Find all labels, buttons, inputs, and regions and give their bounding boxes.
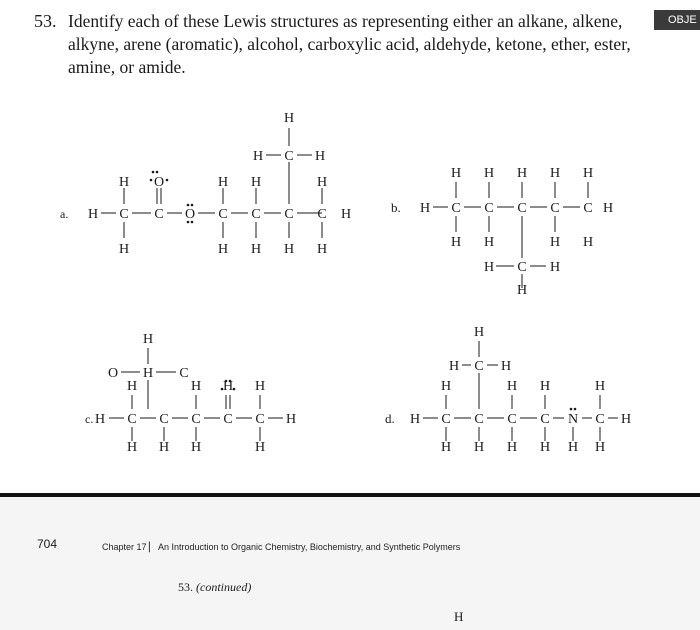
- atom-a-14: H: [217, 242, 229, 257]
- atom-a-11: H: [250, 175, 262, 190]
- atom-a-15: H: [250, 242, 262, 257]
- atom-d-18: H: [448, 359, 460, 374]
- atom-d-2: C: [474, 412, 484, 427]
- atom-b-17: C: [517, 260, 527, 275]
- continued-text: (continued): [196, 580, 252, 594]
- atom-d-9: H: [506, 379, 518, 394]
- atom-a-12: H: [316, 175, 328, 190]
- structure-b-label: b.: [391, 200, 401, 215]
- atom-d-16: H: [567, 440, 579, 455]
- atom-d-1: C: [441, 412, 451, 427]
- atom-b-2: C: [484, 201, 494, 216]
- atom-a-1: C: [119, 207, 129, 222]
- atom-b-5: C: [583, 201, 593, 216]
- atom-c-0: H: [94, 412, 106, 427]
- atom-c-17: C: [179, 366, 189, 381]
- atom-d-0: H: [409, 412, 421, 427]
- atom-a-2: C: [154, 207, 164, 222]
- atom-d-5: N: [567, 412, 579, 427]
- atom-c-6: H: [285, 412, 297, 427]
- atom-b-8: H: [483, 166, 495, 181]
- continued-number: 53.: [178, 580, 193, 594]
- continued-heading: [178, 580, 251, 595]
- atom-b-3: C: [517, 201, 527, 216]
- atom-c-5: C: [255, 412, 265, 427]
- atom-b-15: H: [582, 235, 594, 250]
- atom-d-19: C: [474, 359, 484, 374]
- atom-d-10: H: [539, 379, 551, 394]
- question-number: 53.: [34, 11, 57, 31]
- atom-b-12: H: [450, 235, 462, 250]
- atom-d-7: H: [620, 412, 632, 427]
- atom-d-13: H: [473, 440, 485, 455]
- atom-d-14: H: [506, 440, 518, 455]
- atom-c-9: H: [254, 379, 266, 394]
- atom-b-14: H: [549, 235, 561, 250]
- atom-c-4: C: [223, 412, 233, 427]
- atom-b-11: H: [582, 166, 594, 181]
- atom-b-16: H: [483, 260, 495, 275]
- atom-a-16: H: [283, 242, 295, 257]
- atom-d-8: H: [440, 379, 452, 394]
- atom-b-13: H: [483, 235, 495, 250]
- atom-c-18: H: [142, 332, 154, 347]
- question-text-line-1: Identify each of these Lewis structures as representing either an alkane, alkene,: [68, 11, 623, 31]
- atom-a-6: C: [284, 207, 294, 222]
- question-text-line-3: amine, or amide.: [68, 57, 186, 77]
- atom-c-13: H: [254, 440, 266, 455]
- atom-b-0: H: [419, 201, 431, 216]
- atom-b-6: H: [602, 201, 614, 216]
- atom-d-15: H: [539, 440, 551, 455]
- atom-d-17: H: [594, 440, 606, 455]
- atom-a-3: O: [184, 207, 196, 222]
- atom-c-8: H: [190, 379, 202, 394]
- structure-d-label: d.: [385, 411, 395, 426]
- atom-a-10: H: [217, 175, 229, 190]
- page-number: 704: [37, 537, 58, 551]
- atom-c-11: H: [158, 440, 170, 455]
- objective-badge: OBJE: [654, 10, 700, 30]
- atom-a-18: O: [153, 175, 165, 190]
- atom-b-18: H: [549, 260, 561, 275]
- atom-c-2: C: [159, 412, 169, 427]
- atom-d-4: C: [540, 412, 550, 427]
- atom-a-21: H: [314, 149, 326, 164]
- atom-a-22: H: [283, 111, 295, 126]
- atom-a-19: C: [284, 149, 294, 164]
- atom-a-7: C: [317, 207, 327, 222]
- atom-b-4: C: [550, 201, 560, 216]
- atom-a-8: H: [340, 207, 352, 222]
- atom-a-5: C: [251, 207, 261, 222]
- atom-c-14: H: [222, 379, 234, 394]
- atom-d-11: H: [594, 379, 606, 394]
- atom-c-10: H: [126, 440, 138, 455]
- atom-d-6: C: [595, 412, 605, 427]
- atom-c-3: C: [191, 412, 201, 427]
- atom-a-17: H: [316, 242, 328, 257]
- atom-c-7: H: [126, 379, 138, 394]
- structure-a-label: a.: [60, 207, 69, 221]
- atom-a-13: H: [118, 242, 130, 257]
- atom-d-3: C: [507, 412, 517, 427]
- atom-d-20: H: [500, 359, 512, 374]
- atom-b-10: H: [549, 166, 561, 181]
- atom-d-21: H: [473, 325, 485, 340]
- atom-c-12: H: [190, 440, 202, 455]
- atom-b-7: H: [450, 166, 462, 181]
- atom-b-19: H: [516, 283, 528, 298]
- atom-c-1: C: [127, 412, 137, 427]
- atom-d-12: H: [440, 440, 452, 455]
- atom-c-16: H: [142, 366, 154, 381]
- atom-c-15: O: [107, 366, 119, 381]
- textbook-page-bottom: [0, 497, 700, 630]
- atom-a-0: H: [87, 207, 99, 222]
- question-text-line-2: alkyne, arene (aromatic), alcohol, carboxylic acid, aldehyde, ketone, ether, ester,: [68, 34, 631, 54]
- atom-b-1: C: [451, 201, 461, 216]
- continued-atom: H: [454, 609, 464, 624]
- atom-a-20: H: [252, 149, 264, 164]
- structure-c-label: c.: [85, 412, 94, 426]
- atom-a-9: H: [118, 175, 130, 190]
- atom-a-4: C: [218, 207, 228, 222]
- running-head: Chapter 17 ▏ An Introduction to Organic Chemistry, Biochemistry, and Synthetic Polymers: [102, 542, 461, 552]
- atom-b-9: H: [516, 166, 528, 181]
